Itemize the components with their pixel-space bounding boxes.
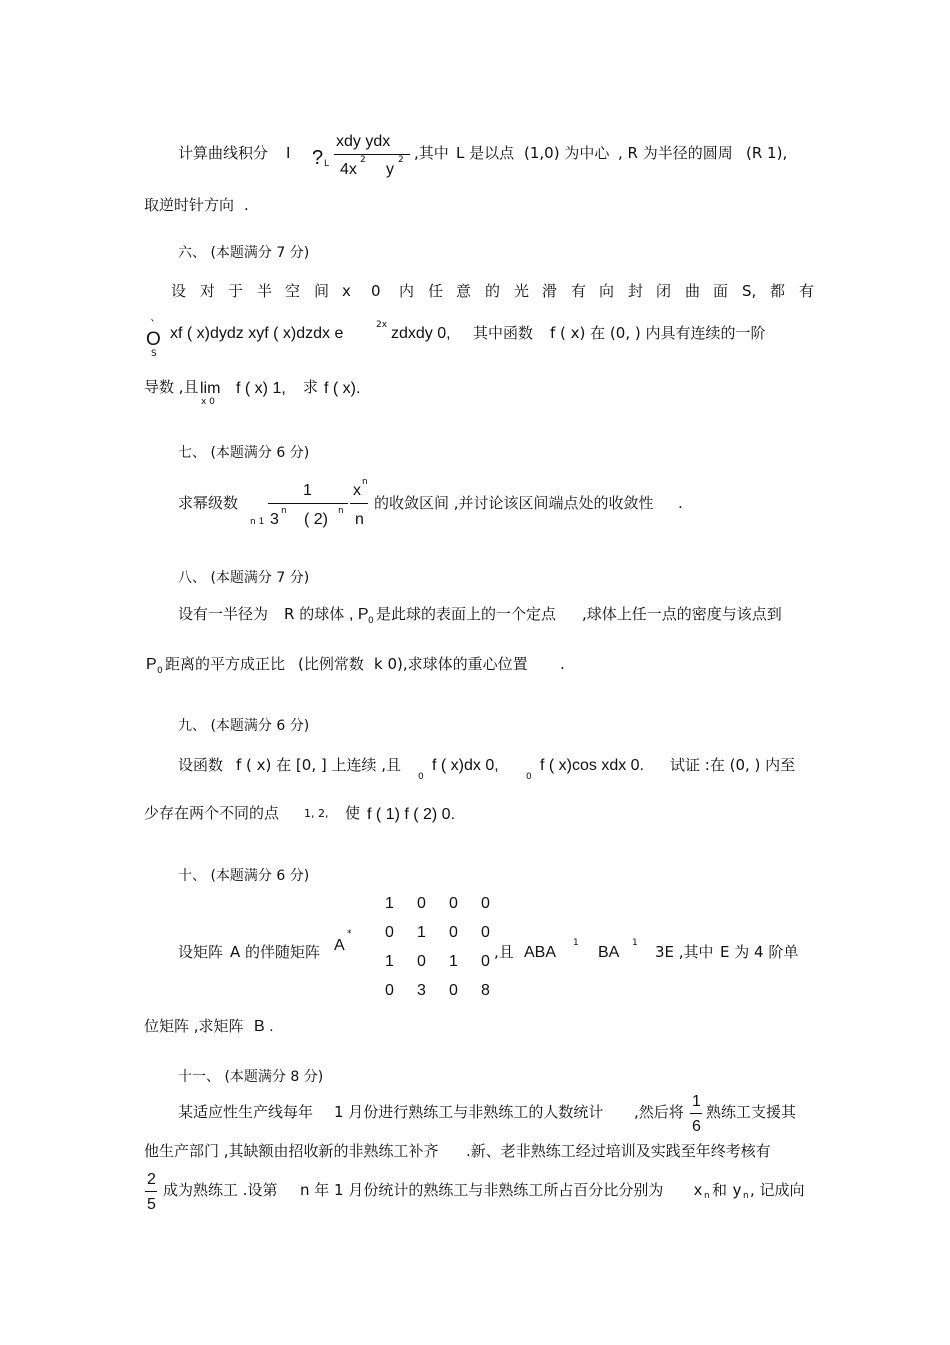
q7-fraction-bar <box>268 503 348 504</box>
q11-text-8: n 年 1 月份统计的熟练工与非熟练工所占百分比分别为 <box>300 1181 664 1199</box>
q11-fraction-1-num: 1 <box>692 1093 701 1110</box>
matrix-cell: 0 <box>481 924 490 941</box>
q8-dot: . <box>560 655 565 673</box>
q5-text-3: L 是以点 <box>456 144 515 162</box>
matrix-cell: 1 <box>449 953 458 970</box>
q8-text-2: R 的球体 <box>284 605 345 623</box>
q11-text-10: 和 <box>712 1181 728 1199</box>
q6-text-5: 求 <box>303 378 319 396</box>
q9-text-7: 1, 2, <box>304 807 329 820</box>
q7-xn: x <box>353 482 361 499</box>
q11-heading: 十一、 (本题满分 8 分) <box>178 1069 324 1085</box>
q5-fraction-numerator: xdy ydx <box>336 133 391 150</box>
q6-formula-exp: 2x <box>376 320 388 330</box>
matrix-cell: 0 <box>449 895 458 912</box>
q6-text-6: f ( x). <box>324 380 361 397</box>
q10-text-9: B . <box>254 1018 274 1035</box>
q11-fraction-2-den: 5 <box>147 1196 156 1213</box>
q5-text-2: ,其中 <box>414 144 449 162</box>
q6-text-4: f ( x) 1, <box>236 380 286 397</box>
q5-line-2-dot: . <box>244 196 249 214</box>
q6-surface-integral-symbol: O <box>146 329 161 350</box>
q7-heading: 七、 (本题满分 6 分) <box>178 445 310 461</box>
q11-xn: x <box>694 1182 702 1199</box>
q6-line-1-char: x <box>342 282 351 300</box>
q10-text-4-exp: 1 <box>573 938 579 948</box>
q5-text-6: (R 1), <box>746 144 788 162</box>
q5-text-5: , R 为半径的圆周 <box>618 144 733 162</box>
q6-line-1-char: 封 <box>628 282 644 300</box>
q10-text-5-exp: 1 <box>632 938 638 948</box>
q6-line-1-char: 空 <box>285 282 301 300</box>
q6-line-1-char: 的 <box>485 282 501 300</box>
q10-text-2: A 的伴随矩阵 <box>230 943 321 961</box>
q5-fraction-den-b-exp: 2 <box>398 155 404 165</box>
q7-xn-exp: n <box>362 477 368 487</box>
q6-line-1-char: 曲 <box>685 282 701 300</box>
q6-formula-2: zdxdy 0, <box>391 325 451 342</box>
q5-line-2: 取逆时针方向 <box>144 196 235 214</box>
q5-integral-symbol: ? <box>312 147 324 169</box>
q6-line-1-char: 任 <box>428 282 444 300</box>
matrix-cell: 0 <box>449 982 458 999</box>
q6-text-1: 其中函数 <box>473 324 534 342</box>
q7-fraction-bar-2 <box>350 503 368 504</box>
q11-fraction-2-bar <box>145 1191 157 1192</box>
q11-text-4: 熟练工支援其 <box>706 1103 797 1121</box>
q11-text-7: 成为熟练工 .设第 <box>163 1181 278 1199</box>
q11-text-12: , 记成向 <box>750 1181 805 1199</box>
q11-fraction-2-num: 2 <box>147 1171 156 1188</box>
q8-heading: 八、 (本题满分 7 分) <box>178 570 310 586</box>
q6-line-1-char: 内 <box>399 282 415 300</box>
q10-text-1: 设矩阵 <box>178 943 224 961</box>
q6-limit: lim <box>200 380 221 397</box>
matrix-cell: 1 <box>417 924 426 941</box>
q10-text-6: 3E ,其中 <box>655 943 714 961</box>
q5-text-4: (1,0) 为中心 <box>524 144 610 162</box>
q9-text-1: 设函数 <box>178 756 224 774</box>
q9-heading: 九、 (本题满分 6 分) <box>178 718 310 734</box>
q6-heading: 六、 (本题满分 7 分) <box>178 245 310 261</box>
q5-integral-I: I <box>286 145 291 162</box>
q7-den-2: ( 2) <box>304 511 328 528</box>
q5-text-1: 计算曲线积分 <box>178 144 269 162</box>
q7-den-1-exp: n <box>281 506 287 516</box>
q9-text-8: 使 <box>345 804 361 822</box>
matrix-cell: 1 <box>385 953 394 970</box>
q7-text-2: 的收敛区间 ,并讨论该区间端点处的收敛性 <box>374 494 654 512</box>
q8-text-5: ,球体上任一点的密度与该点到 <box>582 605 782 623</box>
q6-line-1-char: 半 <box>257 282 273 300</box>
q6-line-1-char: 面 <box>713 282 729 300</box>
q11-text-5: 他生产部门 ,其缺额由招收新的非熟练工补齐 <box>144 1142 439 1160</box>
q11-text-6: .新、老非熟练工经过培训及实践至年终考核有 <box>466 1142 771 1160</box>
matrix-cell: 0 <box>481 953 490 970</box>
q6-line-1-char: 光 <box>514 282 530 300</box>
q8-text-9: k 0),求球体的重心位置 <box>374 655 528 673</box>
q9-integral-sub-1: 0 <box>418 772 424 782</box>
q7-den-n: n <box>355 511 364 528</box>
q5-integral-sub: L <box>324 159 330 169</box>
q8-text-1: 设有一半径为 <box>178 605 269 623</box>
q9-text-3: f ( x)dx 0, <box>432 757 499 774</box>
q9-text-6: 少存在两个不同的点 <box>144 804 280 822</box>
q7-sum-sub: n 1 <box>250 517 265 527</box>
q11-yn: y <box>733 1182 741 1199</box>
q8-text-4: 是此球的表面上的一个定点 <box>376 605 557 623</box>
q8-text-8: (比例常数 <box>298 655 364 673</box>
q10-heading: 十、 (本题满分 6 分) <box>178 868 310 884</box>
matrix-cell: 0 <box>385 982 394 999</box>
q7-den-2-exp: n <box>338 506 344 516</box>
q6-line-1-char: 滑 <box>542 282 558 300</box>
q7-text-1: 求幂级数 <box>178 494 239 512</box>
q9-text-4: f ( x)cos xdx 0. <box>540 757 645 774</box>
q7-den-1: 3 <box>270 511 279 528</box>
q8-text-3-sub: 0 <box>368 616 374 626</box>
q11-fraction-1-bar <box>690 1113 702 1114</box>
matrix-cell: 8 <box>481 982 490 999</box>
q6-line-1-char: 于 <box>228 282 244 300</box>
q11-yn-sub: n <box>743 1191 749 1201</box>
q6-line-1-char: 向 <box>599 282 615 300</box>
q6-text-2: f ( x) 在 (0, ) 内具有连续的一阶 <box>550 324 766 342</box>
q6-surface-integral-sub: S <box>151 349 157 359</box>
q7-dot: . <box>678 494 683 512</box>
matrix-cell: 0 <box>417 895 426 912</box>
matrix-cell: 0 <box>417 953 426 970</box>
q6-line-1-char: 设 <box>171 282 187 300</box>
q8-text-3: , P <box>349 606 369 623</box>
q8-text-7: 距离的平方成正比 <box>165 655 286 673</box>
q6-line-1-char: S, <box>742 282 757 300</box>
q5-fraction-den-a: 4x <box>340 161 357 178</box>
matrix-cell: 0 <box>449 924 458 941</box>
q6-line-1-char: 对 <box>200 282 216 300</box>
q5-fraction-den-b: y <box>386 161 394 178</box>
matrix-cell: 1 <box>385 895 394 912</box>
q6-text-3: 导数 ,且 <box>144 378 199 396</box>
q11-xn-sub: n <box>704 1191 710 1201</box>
q6-oint-mark: ` <box>150 318 156 332</box>
q10-text-7: E 为 4 阶单 <box>720 943 799 961</box>
q6-formula-1: xf ( x)dydz xyf ( x)dzdx e <box>170 325 344 342</box>
q6-line-1-char: 有 <box>799 282 815 300</box>
q11-text-2: 1 月份进行熟练工与非熟练工的人数统计 <box>334 1103 604 1121</box>
q9-text-9: f ( 1) f ( 2) 0. <box>367 806 456 823</box>
q11-text-3: ,然后将 <box>634 1103 684 1121</box>
q7-fraction-numerator: 1 <box>303 482 312 499</box>
q6-line-1-char: 有 <box>571 282 587 300</box>
q6-line-1-char: 闭 <box>656 282 672 300</box>
q6-line-1-char: 意 <box>456 282 472 300</box>
q6-limit-sub: x 0 <box>201 397 215 407</box>
q10-text-3: ,且 <box>494 943 514 961</box>
q6-line-1-char: 0 <box>371 282 381 300</box>
q10-text-8: 位矩阵 ,求矩阵 <box>144 1017 244 1035</box>
q9-text-5: 试证 :在 (0, ) 内至 <box>670 756 796 774</box>
q8-p0-sub: 0 <box>157 666 163 676</box>
q9-integral-sub-2: 0 <box>526 772 532 782</box>
q5-fraction-den-a-exp: 2 <box>360 155 366 165</box>
q8-p0: P <box>146 656 157 673</box>
matrix-cell: 0 <box>385 924 394 941</box>
q6-line-1-char: 都 <box>770 282 786 300</box>
matrix-cell: 3 <box>417 982 426 999</box>
q11-text-1: 某适应性生产线每年 <box>178 1103 314 1121</box>
q10-text-5: BA <box>598 944 620 961</box>
matrix-cell: 0 <box>481 895 490 912</box>
q10-text-4: ABA <box>524 944 557 961</box>
q10-adjoint-star: * <box>347 929 352 939</box>
q6-line-1-char: 间 <box>314 282 330 300</box>
q10-adjoint-A: A <box>334 937 345 954</box>
q11-fraction-1-den: 6 <box>692 1118 701 1135</box>
q9-text-2: f ( x) 在 [0, ] 上连续 ,且 <box>236 756 402 774</box>
